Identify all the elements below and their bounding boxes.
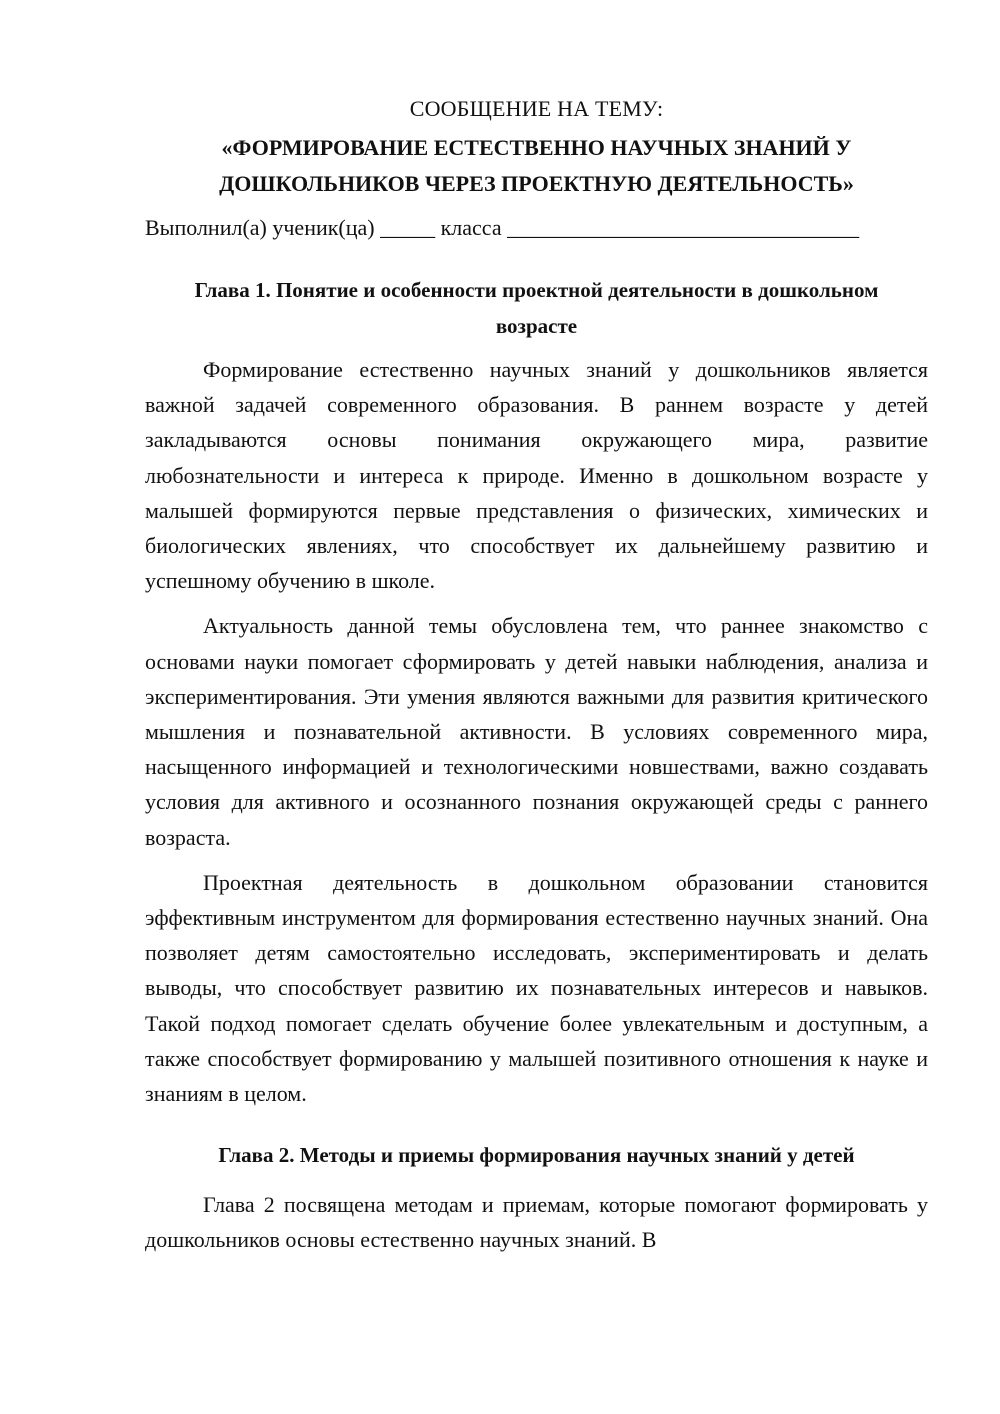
document-label: СООБЩЕНИЕ НА ТЕМУ: [409, 96, 664, 121]
document-title-line-1: «ФОРМИРОВАНИЕ ЕСТЕСТВЕННО НАУЧНЫХ ЗНАНИЙ У [221, 135, 852, 160]
chapter-1-heading [145, 272, 928, 344]
chapter-1-paragraph-1: Формирование естественно научных знаний у дошкольников является важной задачей современного образования. В раннем возрасте у детей закладываются основы понимания окружающего мира, развитие любознательности и интереса к природе. Именно в дошкольном возрасте у малышей формируются первые представления о физических, химических и биологических явлениях, что способствует их дальнейшему развитию и успешному обучению в школе. [145, 357, 928, 594]
document-title [145, 130, 928, 202]
document-page [145, 90, 928, 1268]
document-title-line-2: ДОШКОЛЬНИКОВ ЧЕРЕЗ ПРОЕКТНУЮ ДЕЯТЕЛЬНОСТЬ» [219, 171, 854, 196]
chapter-2-paragraph-1: Глава 2 посвящена методам и приемам, которые помогают формировать у дошкольников основы естественно научных знаний. В [145, 1192, 928, 1253]
chapter-1-heading-line-2: возрасте [495, 314, 578, 338]
chapter-1-paragraph-3: Проектная деятельность в дошкольном образовании становится эффективным инструментом для формирования естественно научных знаний. Она позволяет детям самостоятельно исследовать, экспериментировать и делать выводы, что способствует развитию их познавательных интересов и навыков. Такой подход помогает сделать обучение более увлекательным и доступным, а также способствует формированию у малышей позитивного отношения к науке и знаниям в целом. [145, 869, 928, 1107]
chapter-2-heading: Глава 2. Методы и приемы формирования научных знаний у детей [218, 1143, 855, 1168]
author-line: Выполнил(а) ученик(ца) _____ класса ________________________________ [145, 215, 860, 240]
chapter-1-heading-line-1: Глава 1. Понятие и особенности проектной деятельности в дошкольном [194, 278, 879, 302]
chapter-1-paragraph-2: Актуальность данной темы обусловлена тем, что раннее знакомство с основами науки помогает сформировать у детей навыки наблюдения, анализа и экспериментирования. Эти умения являются важными для развития критического мышления и познавательной активности. В условиях современного мира, насыщенного информацией и технологическими новшествами, важно создавать условия для активного и осознанного познания окружающей среды с раннего возраста. [145, 613, 928, 850]
